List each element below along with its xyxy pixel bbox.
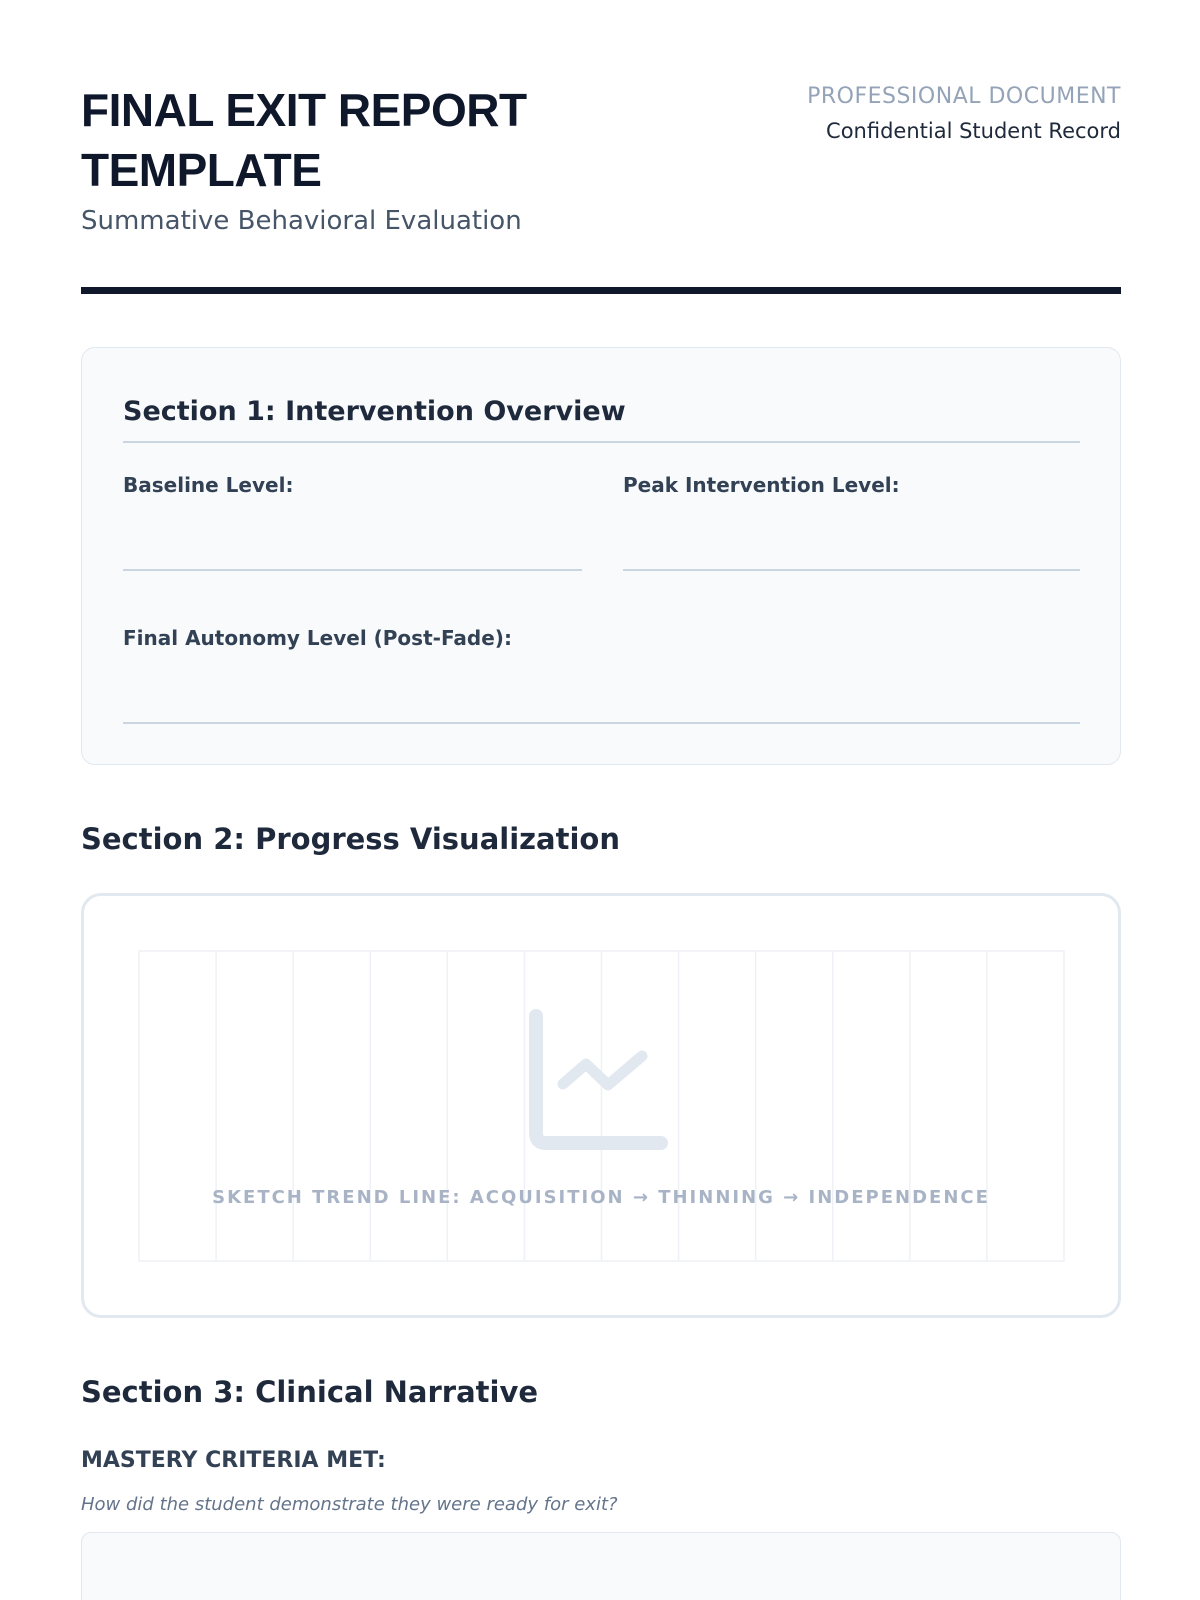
chart-sketch-grid (84, 896, 1118, 1315)
peak-field[interactable] (623, 569, 1080, 571)
section2-title: Section 2: Progress Visualization (81, 822, 620, 856)
final-autonomy-field[interactable] (123, 722, 1080, 724)
report-header (81, 0, 1121, 294)
record-type: Confidential Student Record (826, 119, 1121, 143)
mastery-criteria-hint: How did the student demonstrate they were ready for exit? (81, 1494, 618, 1515)
report-title: FINAL EXIT REPORT TEMPLATE (81, 84, 527, 196)
final-autonomy-label: Final Autonomy Level (Post-Fade): (123, 626, 512, 650)
progress-chart-area[interactable] (81, 893, 1121, 1318)
peak-label: Peak Intervention Level: (623, 473, 900, 497)
line-chart-icon (536, 1016, 661, 1143)
chart-caption: SKETCH TREND LINE: ACQUISITION → THINNING → INDEPENDENCE (212, 1187, 990, 1208)
mastery-criteria-label: MASTERY CRITERIA MET: (81, 1448, 386, 1473)
header-divider (81, 287, 1121, 294)
baseline-label: Baseline Level: (123, 473, 294, 497)
mastery-criteria-textarea[interactable] (81, 1532, 1121, 1600)
report-subtitle: Summative Behavioral Evaluation (81, 206, 522, 236)
section1-title: Section 1: Intervention Overview (123, 396, 1080, 443)
document-meta (801, 80, 1121, 143)
report-page (81, 0, 1121, 1515)
section3-title: Section 3: Clinical Narrative (81, 1375, 539, 1409)
document-badge: PROFESSIONAL DOCUMENT (807, 84, 1121, 109)
intervention-overview-card (81, 347, 1121, 765)
baseline-field[interactable] (123, 569, 582, 571)
